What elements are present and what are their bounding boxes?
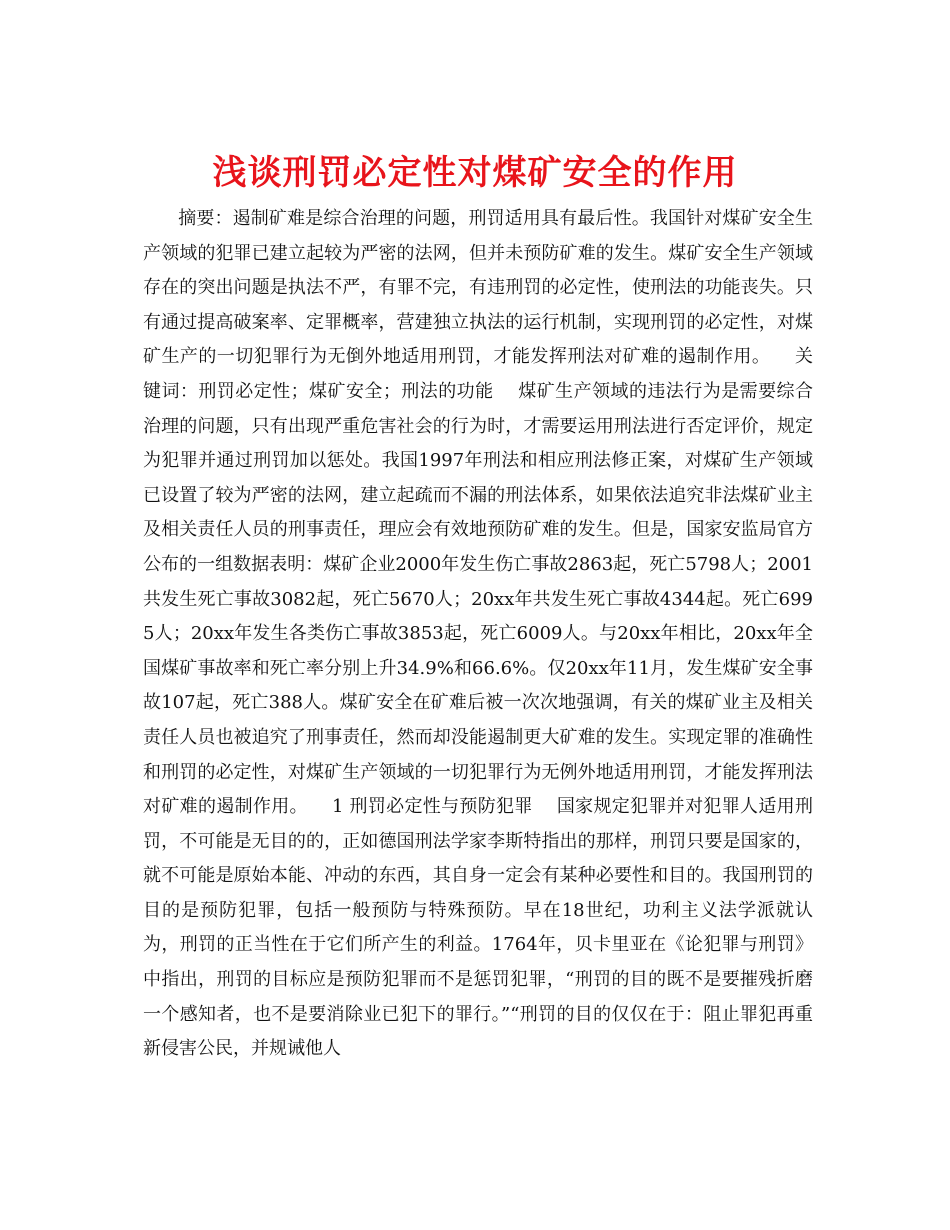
document-body-text: 摘要：遏制矿难是综合治理的问题，刑罚适用具有最后性。我国针对煤矿安全生产领域的犯罪已建立起较为严密的法网，但并未预防矿难的发生。煤矿安全生产领域存在的突出问题是执法不严，有罪不完，有违刑罚的必定性，使刑法的功能丧失。只有通过提高破案率、定罪概率，营建独立执法的运行机制，实现刑罚的必定性，对煤矿生产的一切犯罪行为无倒外地适用刑罚，才能发挥刑法对矿难的遏制作用。 关键词：刑罚必定性；煤矿安全；刑法的功能 煤矿生产领域的违法行为是需要综合治理的问题，只有出现严重危害社会的行为时，才需要运用刑法进行否定评价，规定为犯罪并通过刑罚加以惩处。我国1997年刑法和相应刑法修正案，对煤矿生产领域已设置了较为严密的法网，建立起疏而不漏的刑法体系，如果依法追究非法煤矿业主及相关责任人员的刑事责任，理应会有效地预防矿难的发生。但是，国家安监局官方公布的一组数据表明：煤矿企业2000年发生伤亡事故2863起，死亡5798人；2001共发生死亡事故3082起，死亡5670人；20xx年共发生死亡事故4344起。死亡6995人；20xx年发生各类伤亡事故3853起，死亡6009人。与20xx年相比，20xx年全国煤矿事故率和死亡率分别上升34.9%和66.6%。仅20xx年11月，发生煤矿安全事故107起，死亡388人。煤矿安全在矿难后被一次次地强调，有关的煤矿业主及相关责任人员也被追究了刑事责任，然而却没能遏制更大矿难的发生。实现定罪的准确性和刑罚的必定性，对煤矿生产领域的一切犯罪行为无例外地适用刑罚，才能发挥刑法对矿难的遏制作用。 1 刑罚必定性与预防犯罪 国家规定犯罪并对犯罪人适用刑罚，不可能是无目的的，正如德国刑法学家李斯特指出的那样，刑罚只要是国家的，就不可能是原始本能、冲动的东西，其自身一定会有某种必要性和目的。我国刑罚的目的是预防犯罪，包括一般预防与特殊预防。早在18世纪，功利主义法学派就认为，刑罚的正当性在于它们所产生的利益。1764年，贝卡里亚在《论犯罪与刑罚》中指出，刑罚的目标应是预防犯罪而不是惩罚犯罪，“刑罚的目的既不是要摧残折磨一个感知者，也不是要消除业已犯下的罪行。”“刑罚的目的仅仅在于：阻止罪犯再重新侵害公民，并规诫他人 — [143, 208, 813, 1060]
document-title: 浅谈刑罚必定性对煤矿安全的作用 — [212, 152, 738, 193]
